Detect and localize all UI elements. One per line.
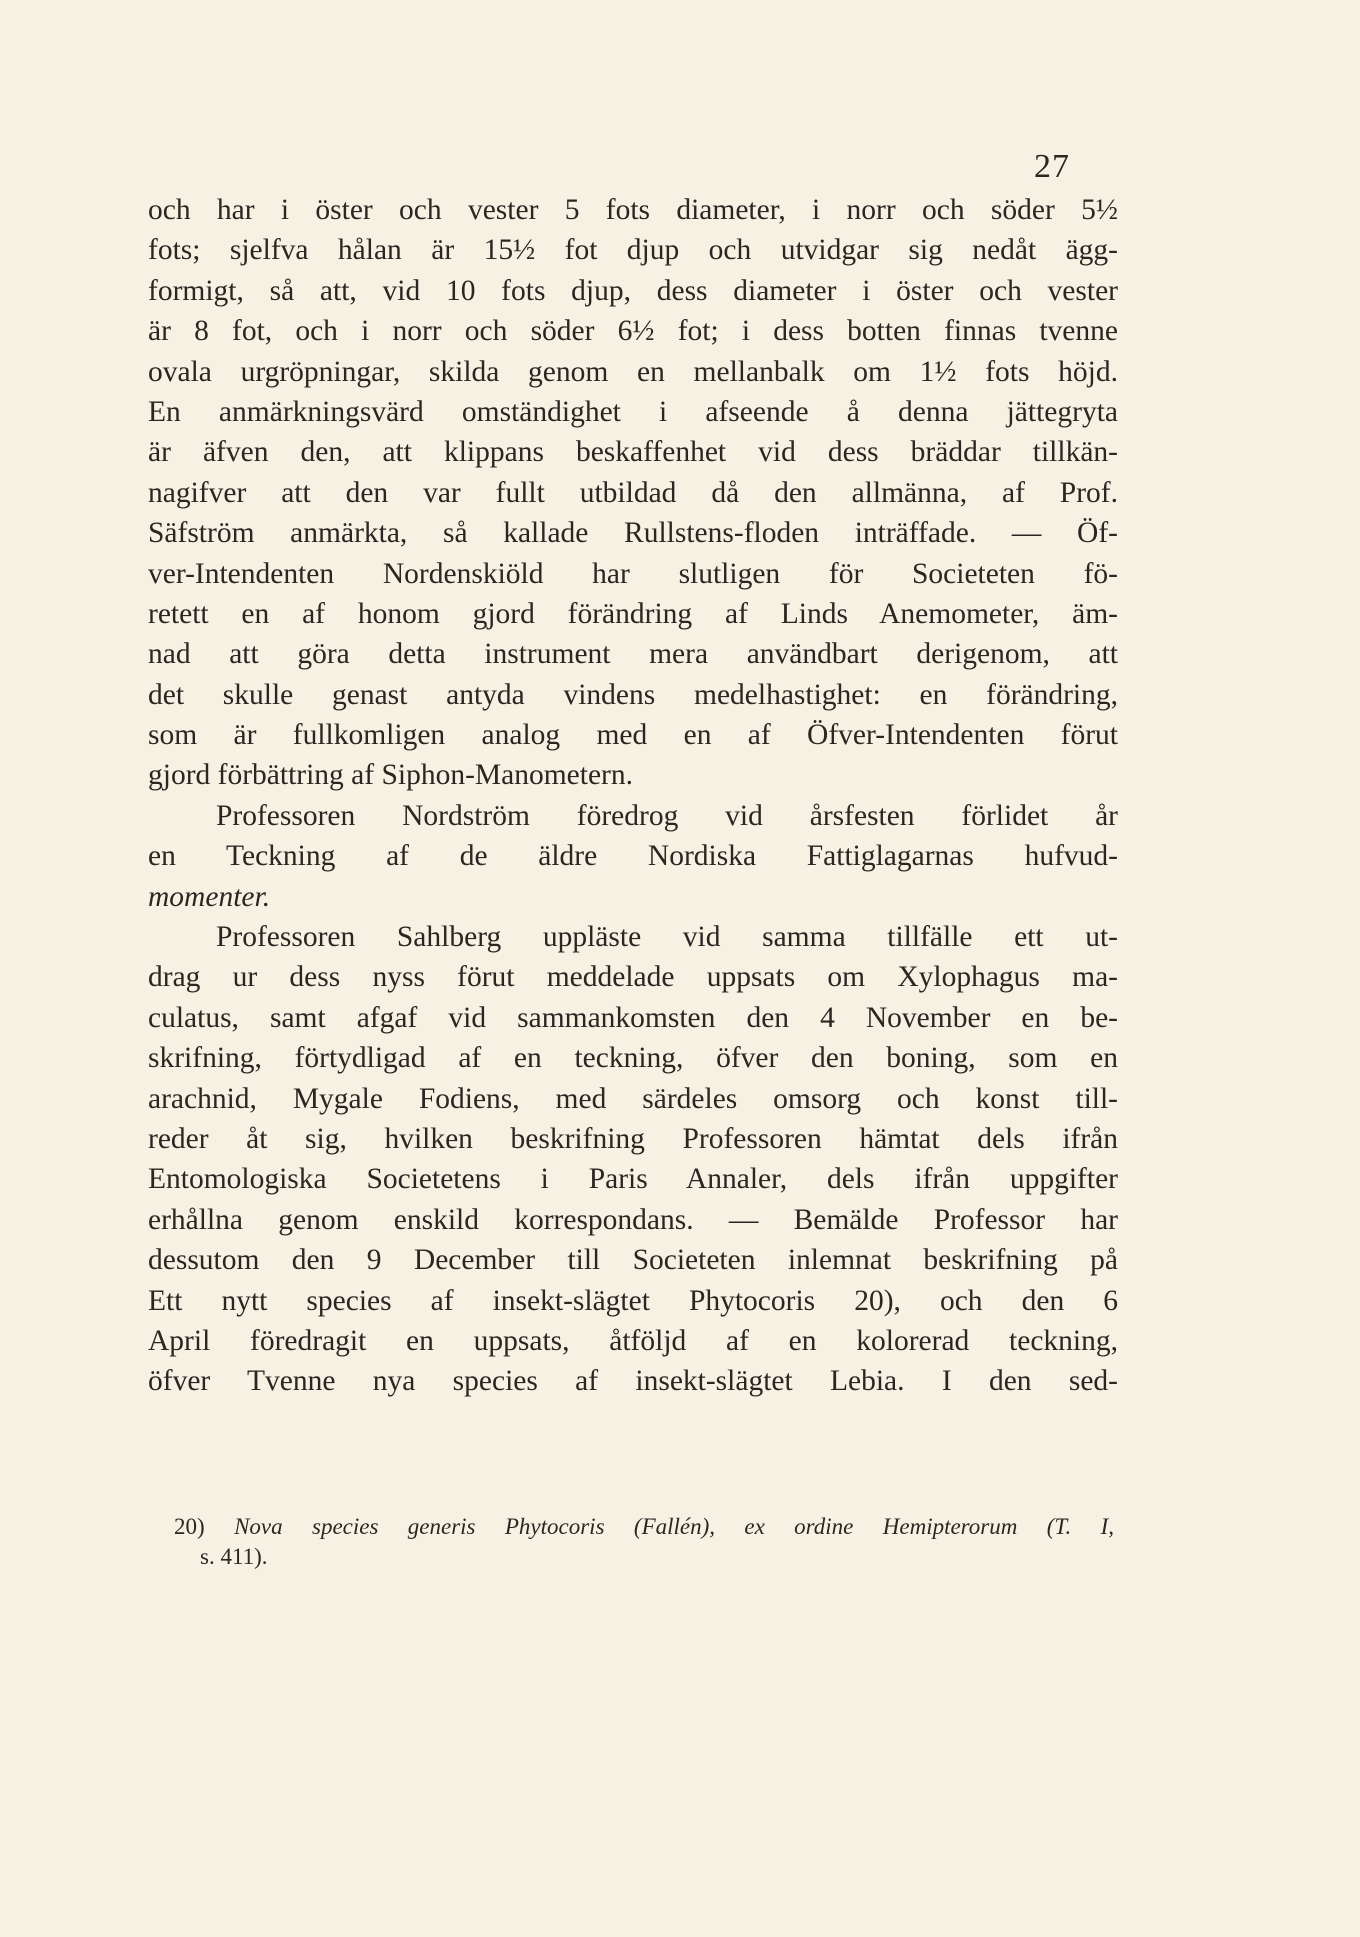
text-line: erhållna genom enskild korrespondans. — Bemälde Professor har [148,1203,1118,1236]
text-line: ovala urgröpningar, skilda genom en mellanbalk om 1½ fots höjd. [148,355,1118,388]
text-line: En anmärkningsvärd omständighet i afseende å denna jättegryta [148,395,1118,428]
paragraph-start-line: Professoren Nordström föredrog vid årsfesten förlidet år [216,799,1118,832]
text-line: gjord förbättring af Siphon-Manometern. [148,759,633,792]
body-text [148,190,1118,1402]
text-line: reder åt sig, hvilken beskrifning Professoren hämtat dels ifrån [148,1122,1118,1155]
footnote-text: Nova species generis Phytocoris (Fallén), ex ordine Hemipterorum (T. I, [234,1514,1114,1539]
text-line: Ett nytt species af insekt-slägtet Phytocoris 20), och den 6 [148,1284,1118,1317]
text-line: formigt, så att, vid 10 fots djup, dess diameter i öster och vester [148,274,1118,307]
text-line: fots; sjelfva hålan är 15½ fot djup och utvidgar sig nedåt ägg- [148,234,1118,267]
text-line: är 8 fot, och i norr och söder 6½ fot; i dess botten finnas tvenne [148,315,1118,348]
text-line: som är fullkomligen analog med en af Öfver-Intendenten förut [148,719,1118,752]
text-line: Entomologiska Societetens i Paris Annaler, dels ifrån uppgifter [148,1163,1118,1196]
text-line: arachnid, Mygale Fodiens, med särdeles omsorg och konst till- [148,1082,1118,1115]
text-line: och har i öster och vester 5 fots diameter, i norr och söder 5½ [148,194,1118,226]
text-line: Säfström anmärkta, så kallade Rullstens-floden inträffade. — Öf- [148,517,1118,550]
text-line: skrifning, förtydligad af en teckning, öfver den boning, som en [148,1042,1118,1075]
text-line: det skulle genast antyda vindens medelhastighet: en förändring, [148,678,1118,711]
text-line: dessutom den 9 December till Societeten inlemnat beskrifning på [148,1244,1118,1277]
text-line: är äfven den, att klippans beskaffenhet vid dess bräddar tillkän- [148,436,1118,469]
paragraph-start-line: Professoren Sahlberg uppläste vid samma tillfälle ett ut- [216,921,1118,954]
text-line: öfver Tvenne nya species af insekt-slägtet Lebia. I den sed- [148,1365,1118,1398]
text-line: nagifver att den var fullt utbildad då den allmänna, af Prof. [148,476,1118,509]
text-line: nad att göra detta instrument mera användbart derigenom, att [148,638,1118,671]
page-number: 27 [1034,148,1070,185]
footnote [174,1512,1114,1572]
text-line: culatus, samt afgaf vid sammankomsten den 4 November en be- [148,1001,1118,1034]
text-line: retett en af honom gjord förändring af Linds Anemometer, äm- [148,597,1118,630]
text-line: momenter. [148,880,271,913]
text-line: en Teckning af de äldre Nordiska Fattiglagarnas hufvud- [148,840,1118,873]
text-line: drag ur dess nyss förut meddelade uppsats om Xylophagus ma- [148,961,1118,994]
footnote-line-1 [174,1512,1114,1542]
text-line: April föredragit en uppsats, åtföljd af en kolorerad teckning, [148,1324,1118,1357]
text-line: ver-Intendenten Nordenskiöld har slutligen för Societeten fö- [148,557,1118,590]
footnote-line-2: s. 411). [200,1544,268,1569]
footnote-marker: 20) [174,1514,205,1539]
